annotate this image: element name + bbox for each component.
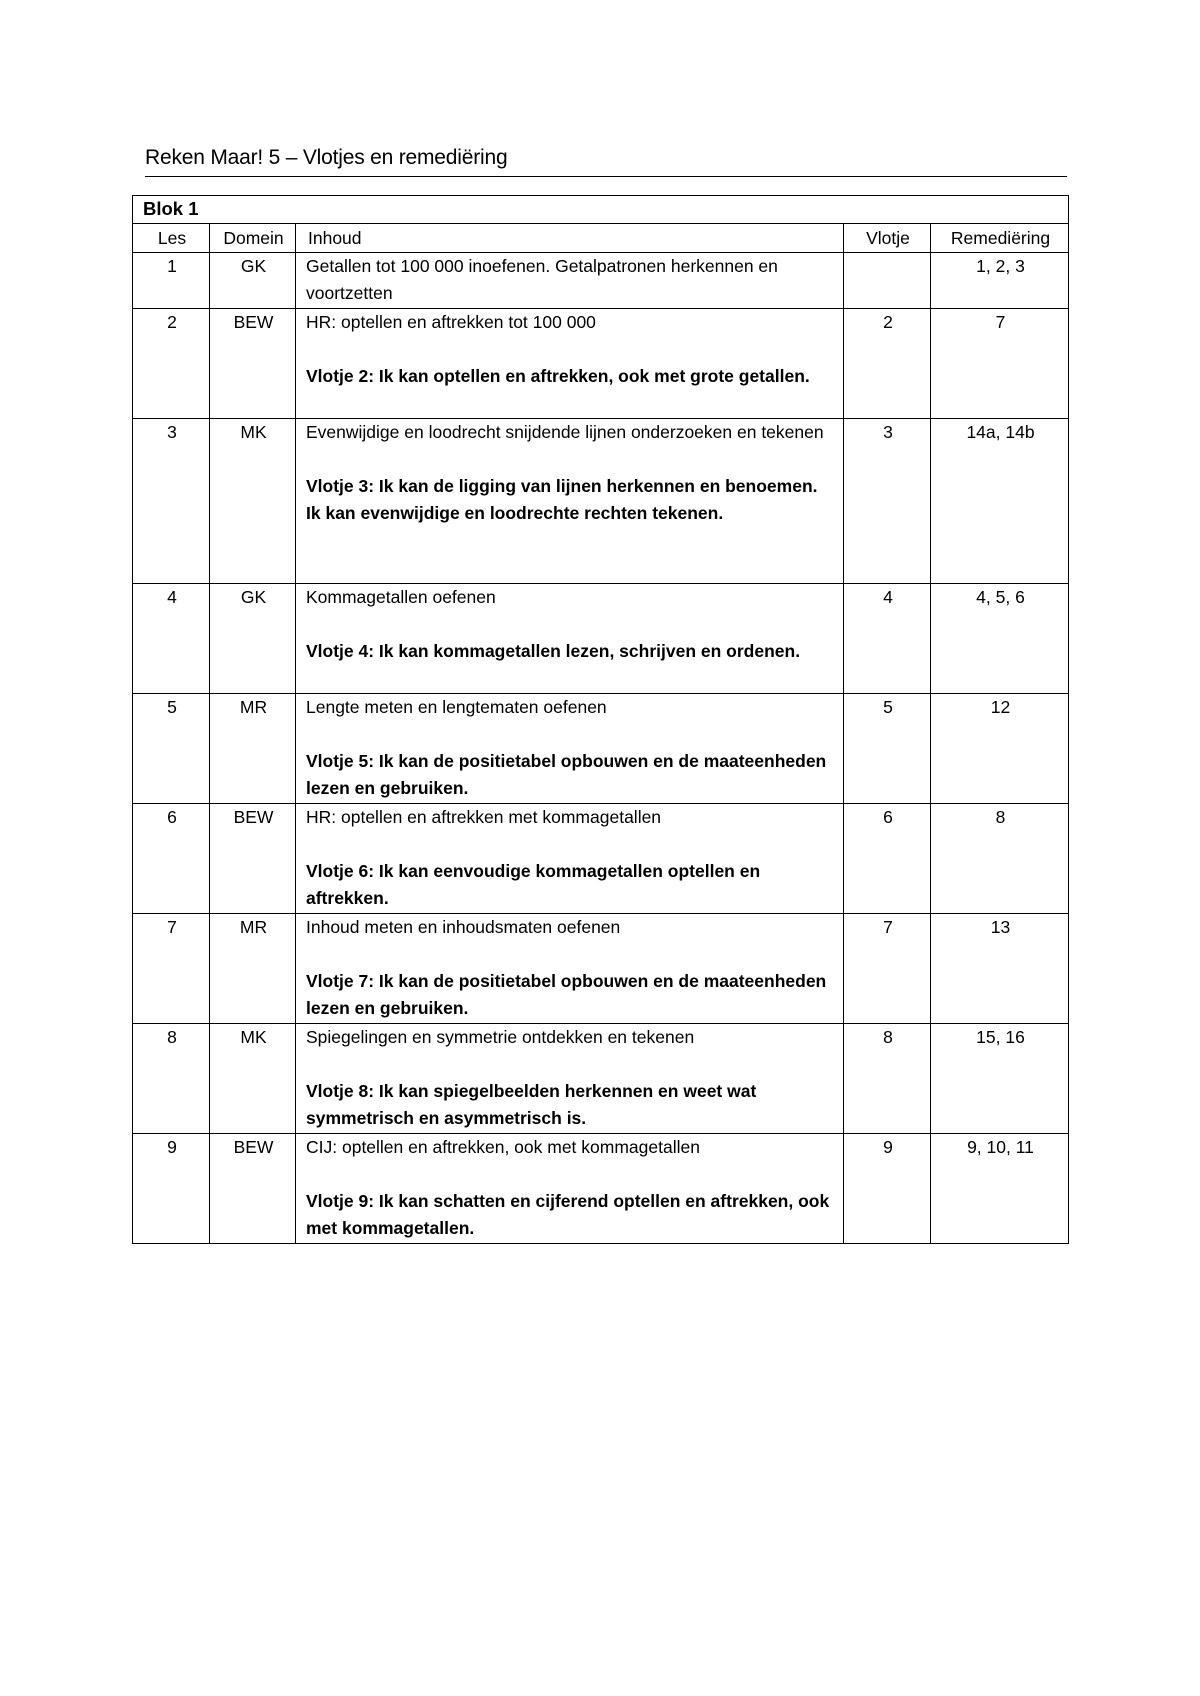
remediering-cell: 12 bbox=[931, 694, 1069, 804]
table-row bbox=[133, 253, 1069, 309]
lesson-plan-table bbox=[132, 195, 1069, 1244]
les-cell: 6 bbox=[133, 804, 210, 914]
header-les: Les bbox=[133, 224, 210, 253]
domein-cell: BEW bbox=[210, 804, 296, 914]
goal-text: Vlotje 3: Ik kan de ligging van lijnen herkennen en benoemen. Ik kan evenwijdige en loodrechte rechten tekenen. bbox=[306, 476, 818, 523]
domein-cell: GK bbox=[210, 253, 296, 309]
vlotje-cell bbox=[844, 253, 931, 309]
table-row bbox=[133, 694, 1069, 804]
remediering-cell: 14a, 14b bbox=[931, 419, 1069, 584]
remediering-cell: 7 bbox=[931, 309, 1069, 419]
goal-text: Vlotje 6: Ik kan eenvoudige kommagetallen optellen en aftrekken. bbox=[306, 861, 761, 908]
goal-text: Vlotje 9: Ik kan schatten en cijferend optellen en aftrekken, ook met kommagetallen. bbox=[306, 1191, 830, 1238]
domein-cell: MR bbox=[210, 914, 296, 1024]
remediering-cell: 9, 10, 11 bbox=[931, 1134, 1069, 1244]
remediering-cell: 1, 2, 3 bbox=[931, 253, 1069, 309]
vlotje-cell: 3 bbox=[844, 419, 931, 584]
table-row bbox=[133, 309, 1069, 419]
remediering-cell: 13 bbox=[931, 914, 1069, 1024]
vlotje-cell: 2 bbox=[844, 309, 931, 419]
inhoud-cell bbox=[296, 914, 844, 1024]
topic-text: Spiegelingen en symmetrie ontdekken en tekenen bbox=[306, 1027, 695, 1047]
les-cell: 2 bbox=[133, 309, 210, 419]
table-row bbox=[133, 419, 1069, 584]
header-domein: Domein bbox=[210, 224, 296, 253]
topic-text: CIJ: optellen en aftrekken, ook met kommagetallen bbox=[306, 1137, 700, 1157]
column-header-row bbox=[133, 224, 1069, 253]
domein-cell: GK bbox=[210, 584, 296, 694]
goal-text: Vlotje 7: Ik kan de positietabel opbouwen en de maateenheden lezen en gebruiken. bbox=[306, 971, 827, 1018]
inhoud-cell bbox=[296, 309, 844, 419]
domein-cell: MK bbox=[210, 1024, 296, 1134]
vlotje-cell: 7 bbox=[844, 914, 931, 1024]
table-row bbox=[133, 584, 1069, 694]
vlotje-cell: 4 bbox=[844, 584, 931, 694]
table-row bbox=[133, 804, 1069, 914]
domein-cell: BEW bbox=[210, 309, 296, 419]
goal-text: Vlotje 5: Ik kan de positietabel opbouwen en de maateenheden lezen en gebruiken. bbox=[306, 751, 827, 798]
table-row bbox=[133, 914, 1069, 1024]
page-header bbox=[145, 144, 1067, 177]
remediering-cell: 8 bbox=[931, 804, 1069, 914]
block-label: Blok 1 bbox=[133, 196, 1069, 224]
header-inhoud: Inhoud bbox=[296, 224, 844, 253]
table-row bbox=[133, 1134, 1069, 1244]
page-title: Reken Maar! 5 – Vlotjes en remediëring bbox=[145, 146, 508, 169]
remediering-cell: 15, 16 bbox=[931, 1024, 1069, 1134]
inhoud-cell bbox=[296, 694, 844, 804]
header-remediering: Remediëring bbox=[931, 224, 1069, 253]
vlotje-cell: 8 bbox=[844, 1024, 931, 1134]
inhoud-cell bbox=[296, 253, 844, 309]
topic-text: HR: optellen en aftrekken met kommagetallen bbox=[306, 807, 662, 827]
remediering-cell: 4, 5, 6 bbox=[931, 584, 1069, 694]
topic-text: Kommagetallen oefenen bbox=[306, 587, 496, 607]
inhoud-cell bbox=[296, 1024, 844, 1134]
vlotje-cell: 9 bbox=[844, 1134, 931, 1244]
les-cell: 9 bbox=[133, 1134, 210, 1244]
domein-cell: MK bbox=[210, 419, 296, 584]
inhoud-cell bbox=[296, 584, 844, 694]
goal-text: Vlotje 8: Ik kan spiegelbeelden herkennen en weet wat symmetrisch en asymmetrisch is. bbox=[306, 1081, 757, 1128]
topic-text: Lengte meten en lengtematen oefenen bbox=[306, 697, 607, 717]
block-header-row bbox=[133, 196, 1069, 224]
inhoud-cell bbox=[296, 804, 844, 914]
les-cell: 4 bbox=[133, 584, 210, 694]
topic-text: Inhoud meten en inhoudsmaten oefenen bbox=[306, 917, 621, 937]
inhoud-cell bbox=[296, 419, 844, 584]
topic-text: Getallen tot 100 000 inoefenen. Getalpatronen herkennen en voortzetten bbox=[306, 256, 778, 303]
goal-text: Vlotje 2: Ik kan optellen en aftrekken, ook met grote getallen. bbox=[306, 366, 810, 386]
vlotje-cell: 5 bbox=[844, 694, 931, 804]
inhoud-cell bbox=[296, 1134, 844, 1244]
les-cell: 1 bbox=[133, 253, 210, 309]
les-cell: 8 bbox=[133, 1024, 210, 1134]
les-cell: 7 bbox=[133, 914, 210, 1024]
goal-text: Vlotje 4: Ik kan kommagetallen lezen, schrijven en ordenen. bbox=[306, 641, 801, 661]
les-cell: 3 bbox=[133, 419, 210, 584]
vlotje-cell: 6 bbox=[844, 804, 931, 914]
topic-text: HR: optellen en aftrekken tot 100 000 bbox=[306, 312, 596, 332]
domein-cell: MR bbox=[210, 694, 296, 804]
table-row bbox=[133, 1024, 1069, 1134]
header-vlotje: Vlotje bbox=[844, 224, 931, 253]
domein-cell: BEW bbox=[210, 1134, 296, 1244]
topic-text: Evenwijdige en loodrecht snijdende lijnen onderzoeken en tekenen bbox=[306, 422, 824, 442]
les-cell: 5 bbox=[133, 694, 210, 804]
